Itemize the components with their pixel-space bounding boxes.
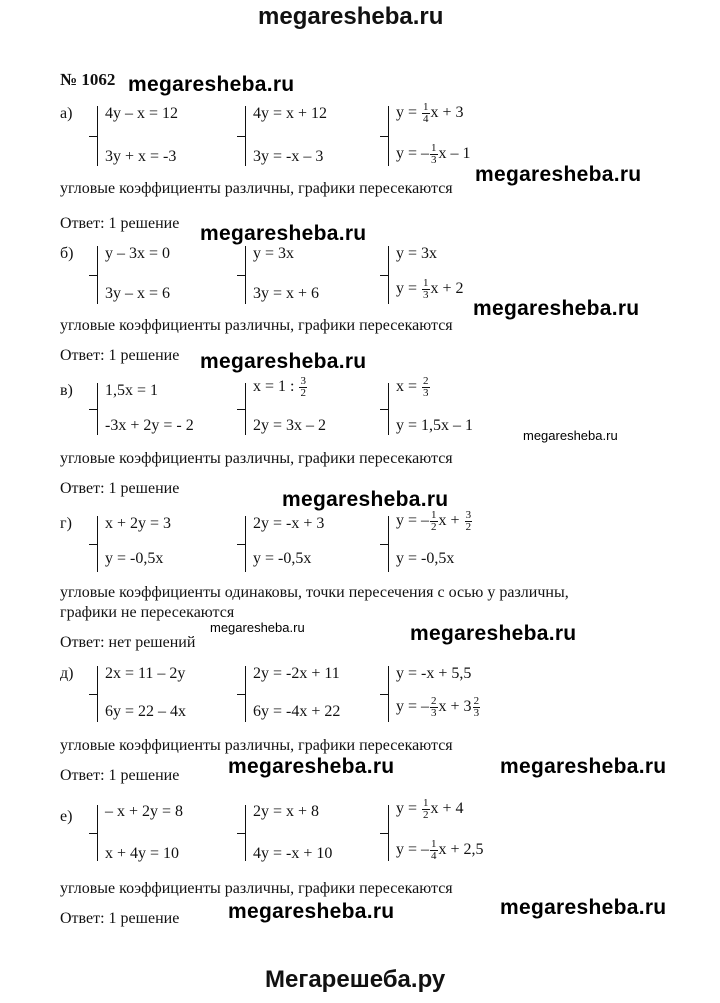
comment: угловые коэффициенты различны, графики пересекаются bbox=[60, 450, 453, 467]
equation: – x + 2y = 8 bbox=[105, 803, 184, 820]
equation: y = -0,5x bbox=[396, 550, 455, 567]
equation: y = 3x bbox=[253, 245, 295, 262]
comment: угловые коэффициенты одинаковы, точки пересечения с осью y различны, bbox=[60, 584, 569, 601]
part-label: в) bbox=[60, 382, 73, 399]
site-title-bottom[interactable]: Мегарешеба.ру bbox=[265, 966, 446, 993]
equation: y = 3x bbox=[396, 245, 438, 262]
watermark: megaresheba.ru bbox=[282, 488, 449, 511]
answer: Ответ: 1 решение bbox=[60, 480, 180, 497]
watermark: megaresheba.ru bbox=[410, 622, 577, 645]
equation: y = -0,5x bbox=[105, 550, 164, 567]
equation: 2y = -x + 3 bbox=[253, 515, 325, 532]
problem-number: № 1062 bbox=[60, 70, 116, 89]
equation: 6y = -4x + 22 bbox=[253, 703, 341, 720]
equation: 3y = -x – 3 bbox=[253, 148, 324, 165]
equation: 3y – x = 6 bbox=[105, 285, 171, 302]
equation: y = 1,5x – 1 bbox=[396, 417, 474, 434]
part-label: г) bbox=[60, 515, 72, 532]
equation: y – 3x = 0 bbox=[105, 245, 171, 262]
equation: 2x = 11 – 2y bbox=[105, 665, 186, 682]
equation: 2y = -2x + 11 bbox=[253, 665, 340, 682]
watermark: megaresheba.ru bbox=[128, 73, 295, 96]
part-label: а) bbox=[60, 105, 73, 122]
watermark: megaresheba.ru bbox=[500, 896, 667, 919]
watermark: megaresheba.ru bbox=[200, 350, 367, 373]
watermark: megaresheba.ru bbox=[200, 222, 367, 245]
watermark: megaresheba.ru bbox=[228, 755, 395, 778]
watermark: megaresheba.ru bbox=[475, 163, 642, 186]
equation: 4y – x = 12 bbox=[105, 105, 179, 122]
comment-continued: графики не пересекаются bbox=[60, 604, 235, 621]
part-label: д) bbox=[60, 665, 74, 682]
equation: 4y = x + 12 bbox=[253, 105, 328, 122]
part-label: е) bbox=[60, 808, 73, 825]
answer: Ответ: 1 решение bbox=[60, 215, 180, 232]
equation: y = $\frac{1}{2}$ x + 4 bbox=[396, 797, 464, 821]
equation: 3y + x = -3 bbox=[105, 148, 177, 165]
equation: 1,5x = 1 bbox=[105, 382, 159, 399]
equation: 3y = x + 6 bbox=[253, 285, 320, 302]
part-label: б) bbox=[60, 245, 74, 262]
equation: y = -x + 5,5 bbox=[396, 665, 472, 682]
answer: Ответ: нет решений bbox=[60, 634, 196, 651]
equation: 2y = x + 8 bbox=[253, 803, 320, 820]
watermark: megaresheba.ru bbox=[228, 900, 395, 923]
equation: x = 1 : $\frac{3}{2}$ bbox=[253, 375, 306, 399]
equation: x + 4y = 10 bbox=[105, 845, 180, 862]
watermark: megaresheba.ru bbox=[523, 428, 618, 443]
site-title-top[interactable]: megaresheba.ru bbox=[258, 3, 444, 30]
equation: -3x + 2y = - 2 bbox=[105, 417, 194, 434]
comment: угловые коэффициенты различны, графики пересекаются bbox=[60, 737, 453, 754]
equation: 2y = 3x – 2 bbox=[253, 417, 327, 434]
equation: y = – $\frac{1}{2}$ x + $\frac{3}{2}$ bbox=[396, 509, 472, 533]
watermark: megaresheba.ru bbox=[210, 620, 305, 635]
equation: x = $\frac{2}{3}$ bbox=[396, 375, 429, 399]
equation: y = $\frac{1}{3}$ x + 2 bbox=[396, 277, 464, 301]
answer: Ответ: 1 решение bbox=[60, 347, 180, 364]
watermark: megaresheba.ru bbox=[500, 755, 667, 778]
watermark: megaresheba.ru bbox=[473, 297, 640, 320]
comment: угловые коэффициенты различны, графики пересекаются bbox=[60, 880, 453, 897]
answer: Ответ: 1 решение bbox=[60, 910, 180, 927]
comment: угловые коэффициенты различны, графики пересекаются bbox=[60, 317, 453, 334]
comment: угловые коэффициенты различны, графики пересекаются bbox=[60, 180, 453, 197]
equation: y = – $\frac{1}{4}$ x + 2,5 bbox=[396, 838, 484, 862]
equation: y = -0,5x bbox=[253, 550, 312, 567]
equation: y = – $\frac{1}{3}$ x – 1 bbox=[396, 142, 471, 166]
equation: y = $\frac{1}{4}$ x + 3 bbox=[396, 101, 464, 125]
equation: x + 2y = 3 bbox=[105, 515, 172, 532]
answer: Ответ: 1 решение bbox=[60, 767, 180, 784]
equation: y = – $\frac{2}{3}$ x + 3 $\frac{2}{3}$ bbox=[396, 695, 480, 719]
equation: 6y = 22 – 4x bbox=[105, 703, 187, 720]
equation: 4y = -x + 10 bbox=[253, 845, 333, 862]
